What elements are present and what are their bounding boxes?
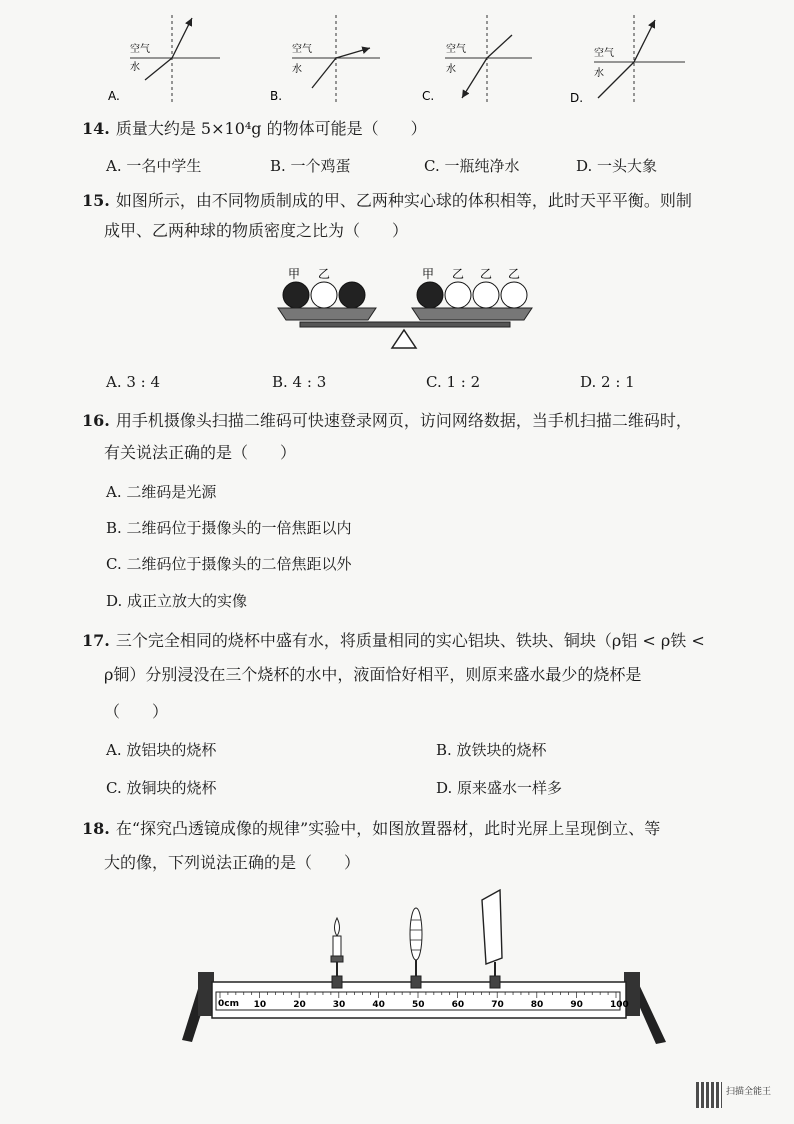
q13-diagrams xyxy=(100,10,700,110)
q14-option-b: B. 一个鸡蛋 xyxy=(270,157,351,175)
ruler-tick-label: 80 xyxy=(530,1000,544,1010)
diagram-c-water: 水 xyxy=(446,64,456,75)
ruler-tick-label: 40 xyxy=(372,1000,385,1010)
light-screen xyxy=(482,890,502,988)
ruler-tick-label: 70 xyxy=(491,1000,504,1010)
ruler-tick-label: 10 xyxy=(253,1000,267,1010)
ruler-tick-label: 100 xyxy=(610,1000,629,1010)
question-15-number: 15. xyxy=(82,191,110,210)
right-label-jia: 甲 xyxy=(422,267,435,281)
balance-fulcrum xyxy=(392,330,416,348)
ruler-tick-label: 50 xyxy=(412,1000,425,1010)
diagram-c xyxy=(422,15,532,105)
question-16-number: 16. xyxy=(82,411,110,430)
left-pan xyxy=(278,308,376,320)
question-17-line3: （ ） xyxy=(104,702,169,721)
left-label-yi: 乙 xyxy=(318,267,331,281)
q15-option-a: A. 3 : 4 xyxy=(106,373,161,391)
diagram-a xyxy=(108,15,220,105)
balance-beam xyxy=(300,322,510,327)
option-b-label: B. xyxy=(270,89,283,103)
question-17-number: 17. xyxy=(82,631,110,650)
right-pan xyxy=(412,308,532,320)
question-16-line2: 有关说法正确的是（ ） xyxy=(104,443,297,462)
diagram-a-air: 空气 xyxy=(130,44,150,55)
option-a-label: A. xyxy=(108,89,120,103)
question-18-number: 18. xyxy=(82,819,110,838)
right-ball-jia xyxy=(417,282,443,308)
question-14-number: 14. xyxy=(82,119,110,138)
diagram-b-air: 空气 xyxy=(292,44,312,55)
question-14 xyxy=(82,118,427,140)
left-ball-jia-1 xyxy=(283,282,309,308)
q14-option-c: C. 一瓶纯净水 xyxy=(424,157,520,175)
left-ball-yi xyxy=(311,282,337,308)
question-18 xyxy=(82,818,660,840)
diagram-d xyxy=(570,15,685,105)
diagram-d-air: 空气 xyxy=(594,48,614,59)
q16-option-a: A. 二维码是光源 xyxy=(106,483,217,501)
question-17 xyxy=(82,630,705,652)
q14-option-d: D. 一头大象 xyxy=(576,157,658,175)
left-ball-jia-2 xyxy=(339,282,365,308)
right-ball-yi-3 xyxy=(501,282,527,308)
q15-option-b: B. 4 : 3 xyxy=(272,373,327,391)
convex-lens xyxy=(410,908,422,988)
question-18-line1: 在“探究凸透镜成像的规律”实验中，如图放置器材，此时光屏上呈现倒立、等 xyxy=(115,819,661,838)
option-d-label: D. xyxy=(570,91,584,105)
question-17-line1: 三个完全相同的烧杯中盛有水，将质量相同的实心铝块、铁块、铜块（ρ铝 < ρ铁 < xyxy=(115,631,705,650)
optical-bench-diagram xyxy=(180,880,670,1050)
q17-option-d: D. 原来盛水一样多 xyxy=(436,779,563,797)
left-label-jia: 甲 xyxy=(288,267,301,281)
right-ball-yi-2 xyxy=(473,282,499,308)
question-16 xyxy=(82,410,692,432)
right-ball-yi-1 xyxy=(445,282,471,308)
question-16-line1: 用手机摄像头扫描二维码可快速登录网页，访问网络数据，当手机扫描二维码时， xyxy=(115,411,692,430)
right-label-yi-2: 乙 xyxy=(480,267,493,281)
ruler-tick-label: 90 xyxy=(570,1000,583,1010)
diagram-d-water: 水 xyxy=(594,68,604,79)
question-14-text: 质量大约是 5×10⁴g 的物体可能是（ ） xyxy=(115,119,427,138)
q17-option-a: A. 放铝块的烧杯 xyxy=(106,741,217,759)
q16-option-d: D. 成正立放大的实像 xyxy=(106,592,248,610)
diagram-c-air: 空气 xyxy=(446,44,466,55)
ruler-tick-label: 60 xyxy=(451,1000,465,1010)
question-15-line2: 成甲、乙两种球的物质密度之比为（ ） xyxy=(104,221,409,240)
q17-option-b: B. 放铁块的烧杯 xyxy=(436,741,547,759)
q16-option-b: B. 二维码位于摄像头的一倍焦距以内 xyxy=(106,519,352,537)
balance-diagram xyxy=(270,258,550,354)
scanner-brand: 扫描全能王 xyxy=(726,1087,772,1097)
diagram-b xyxy=(270,15,380,105)
q17-option-c: C. 放铜块的烧杯 xyxy=(106,779,217,797)
qr-code-icon xyxy=(696,1082,722,1108)
question-17-line2: ρ铜）分别浸没在三个烧杯的水中，液面恰好相平，则原来盛水最少的烧杯是 xyxy=(104,665,642,684)
candle xyxy=(331,918,343,988)
q14-option-a: A. 一名中学生 xyxy=(106,157,202,175)
diagram-b-water: 水 xyxy=(292,64,302,75)
ruler-unit: 0cm xyxy=(218,999,239,1009)
ruler-tick-label: 20 xyxy=(293,1000,306,1010)
ruler-tick-label: 30 xyxy=(332,1000,346,1010)
right-label-yi-1: 乙 xyxy=(452,267,465,281)
q15-option-d: D. 2 : 1 xyxy=(580,373,635,391)
question-15 xyxy=(82,190,692,212)
right-label-yi-3: 乙 xyxy=(508,267,521,281)
question-15-line1: 如图所示，由不同物质制成的甲、乙两种实心球的体积相等，此时天平平衡。则制 xyxy=(115,191,692,210)
option-c-label: C. xyxy=(422,89,435,103)
diagram-a-water: 水 xyxy=(130,62,140,73)
question-18-line2: 大的像，下列说法正确的是（ ） xyxy=(104,853,361,872)
q16-option-c: C. 二维码位于摄像头的二倍焦距以外 xyxy=(106,555,352,573)
q15-option-c: C. 1 : 2 xyxy=(426,373,481,391)
